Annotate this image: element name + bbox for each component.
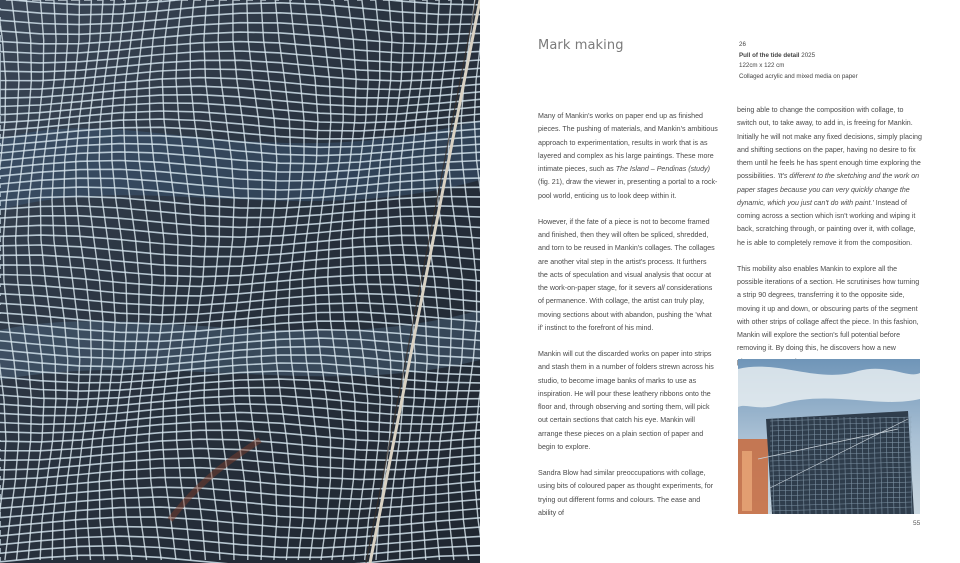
- figure-title: Pull of the tide detail: [739, 51, 800, 59]
- paragraph: Sandra Blow had similar preoccupations with collage, using bits of coloured paper as thought experiments, for trying out different forms and colours. The ease and ability of: [538, 469, 714, 517]
- collage-painting-image: [738, 359, 920, 514]
- section-title: Mark making: [538, 38, 624, 53]
- figure-year: 2025: [801, 51, 816, 59]
- paragraph: being able to change the composition with collage, to switch out, to take away, to add in, is freeing for Mankin. Initially he will not make any fixed decisions, simply placing and shifting sections on the paper, having no desire to fix them until he feels he has spent enough time exploring the possibilities. 'It's different to the sketching and the work on paper stages because you can very quickly change the dynamic, which you just can't do with paint.' Instead of coming across a section which isn't working and wiping it back, scratching through, or painting over it, with collage, he is able to completely remove it from the composition.: [737, 106, 922, 247]
- figure-caption: [739, 40, 919, 82]
- figure-medium: Collaged acrylic and mixed media on paper: [739, 72, 858, 80]
- figure-title-line: [739, 51, 919, 62]
- paragraph: This mobility also enables Mankin to explore all the possible iterations of a section. He scrutinises how turning a strip 90 degrees, transferring it to the opposite side, moving it up and down, or obscuring parts of the segment with other strips of collage affect the piece. In this fashion, Mankin will explore the section's full potential before removing it. By doing this, he discovers how a new: [737, 264, 920, 353]
- figure-number: 26: [739, 41, 746, 48]
- page-number: 55: [913, 520, 921, 527]
- paragraph: Many of Mankin's works on paper end up as finished pieces. The pushing of materials, and Mankin's ambitious approach to experimentation, results in work that is as layered and complex as his large paintings. These more intimate pieces, such as The Island – Pendinas (study) (fig. 21), draw the viewer in, presenting a portal to a rock-pool world, enticing us to look deep within it.: [538, 112, 718, 200]
- figure-dimensions: 122cm x 122 cm: [739, 62, 785, 69]
- text-column-right: [737, 104, 923, 382]
- paragraph: However, if the fate of a piece is not to become framed and finished, then they will often be spliced, shredded, and torn to be reused in Mankin's collages. The collages are another vital step in the artist's process. It furthers the acts of speculation and visual analysis that occur at the work-on-paper stage, for it severs all considerations of permanence. With collage, the artist can truly play, moving sections about with abandon, pushing the 'what if' instinct to the forefront of his mind.: [538, 217, 715, 332]
- text-column-left: [538, 110, 718, 533]
- paragraph: Mankin will cut the discarded works on paper into strips and stash them in a number of folders strewn across his studio, to become image banks of marks to use as inspiration. He will pour these leathery ribbons onto the floor and, through observing and sorting them, will pick out certain sections that catch his eye. Mankin will arrange these pieces on a plain section of paper and begin to explore.: [538, 350, 714, 451]
- text-page: [480, 0, 960, 563]
